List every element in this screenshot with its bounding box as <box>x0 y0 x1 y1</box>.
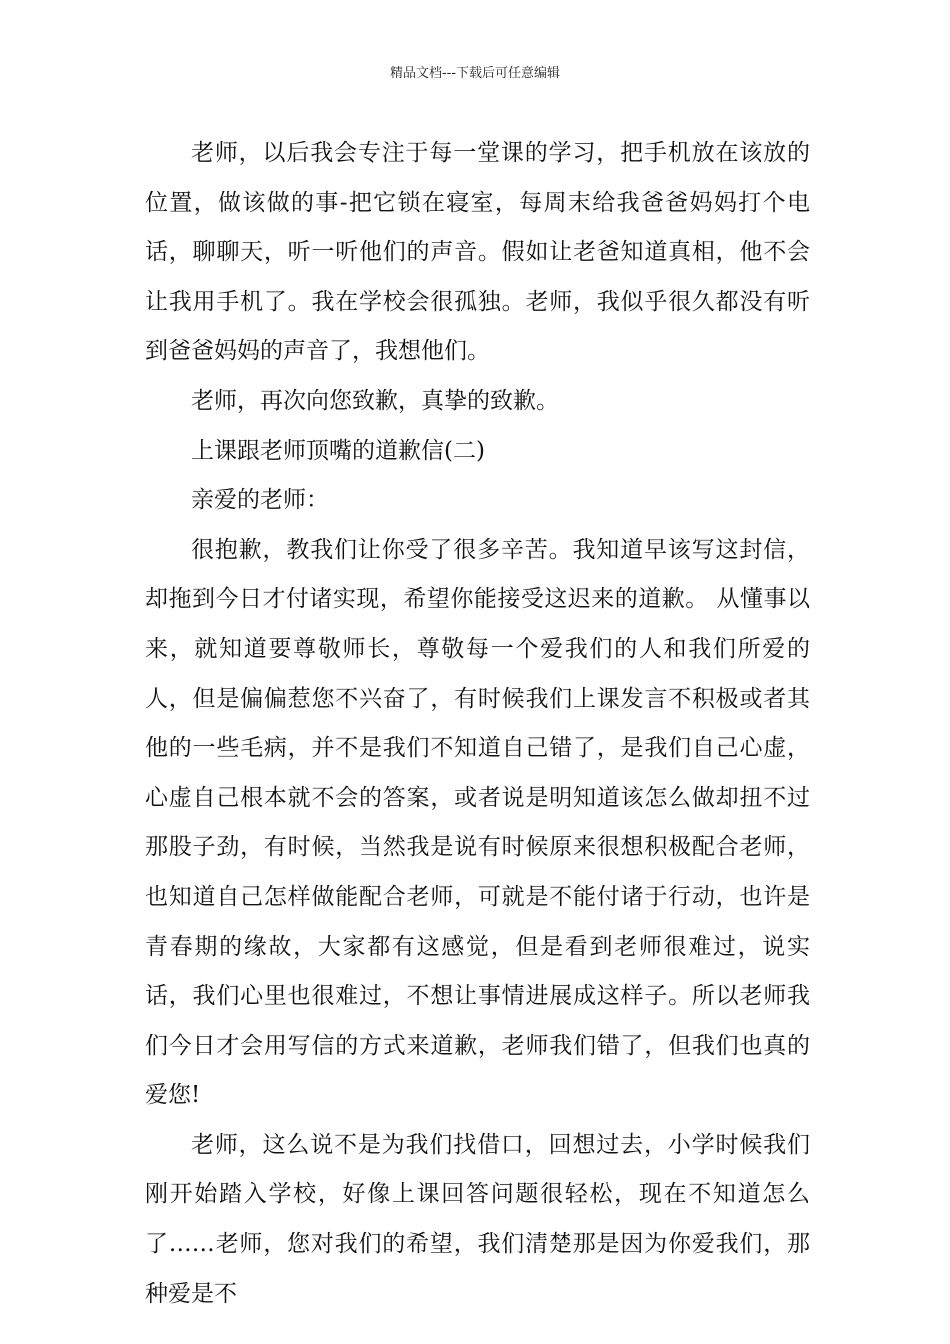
section-title: 上课跟老师顶嘴的道歉信(二) <box>191 437 485 464</box>
paragraph: 老师，这么说不是为我们找借口，回想过去，小学时候我们刚开始踏入学校，好像上课回答问题很轻松，现在不知道怎么了……老师，您对我们的希望，我们清楚那是因为你爱我们，那种爱是不 <box>145 1131 810 1307</box>
document-body <box>145 129 810 1319</box>
paragraph: 老师，再次向您致歉，真挚的致歉。 <box>191 387 559 414</box>
salutation: 亲爱的老师： <box>191 487 329 514</box>
paragraph: 很抱歉，教我们让你受了很多辛苦。我知道早该写这封信，却拖到今日才付诸实现，希望你能接受这迟来的道歉。 从懂事以来，就知道要尊敬师长，尊敬每一个爱我们的人和我们所爱的人，但是偏偏惹您不兴奋了，有时候我们上课发言不积极或者其他的一些毛病，并不是我们不知道自己错了，是我们自己心虚，心虚自己根本就不会的答案，或者说是明知道该怎么做却扭不过那股子劲，有时候，当然我是说有时候原来很想积极配合老师，也知道自己怎样做能配合老师，可就是不能付诸于行动，也许是青春期的缘故，大家都有这感觉，但是看到老师很难过，说实话，我们心里也很难过，不想让事情进展成这样子。所以老师我们今日才会用写信的方式来道歉，老师我们错了，但我们也真的爱您! <box>145 536 810 1109</box>
page-header: 精品文档---下载后可任意编辑 <box>389 66 561 81</box>
paragraph: 老师，以后我会专注于每一堂课的学习，把手机放在该放的位置，做该做的事-把它锁在寝室，每周末给我爸爸妈妈打个电话，聊聊天，听一听他们的声音。假如让老爸知道真相，他不会让我用手机了。我在学校会很孤独。老师，我似乎很久都没有听到爸爸妈妈的声音了，我想他们。 <box>145 140 810 365</box>
